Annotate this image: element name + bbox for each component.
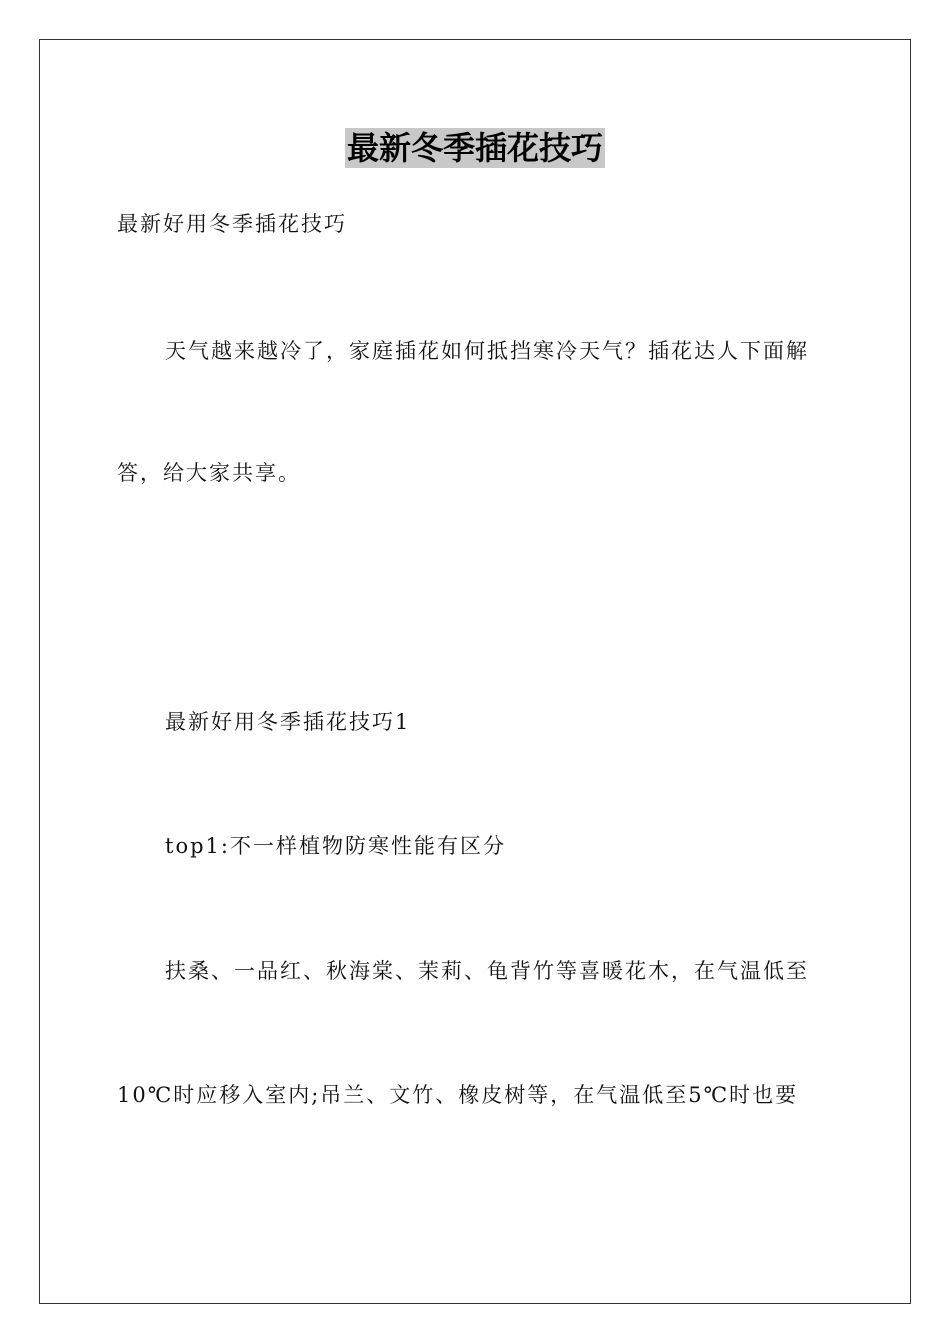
document-subtitle: 最新好用冬季插花技巧 bbox=[117, 212, 347, 236]
title-container bbox=[0, 128, 950, 168]
intro-paragraph-line-2: 答，给大家共享。 bbox=[117, 461, 301, 485]
document-title: 最新冬季插花技巧 bbox=[346, 129, 603, 167]
section-heading: 最新好用冬季插花技巧1 bbox=[165, 710, 411, 734]
body-paragraph-line-2: 10℃时应移入室内;吊兰、文竹、橡皮树等，在气温低至5℃时也要 bbox=[117, 1083, 799, 1107]
body-paragraph-line-1: 扶桑、一品红、秋海棠、茉莉、龟背竹等喜暖花木，在气温低至 bbox=[165, 959, 809, 983]
top1-heading: top1:不一样植物防寒性能有区分 bbox=[165, 834, 506, 858]
intro-paragraph-line-1: 天气越来越冷了，家庭插花如何抵挡寒冷天气？插花达人下面解 bbox=[165, 339, 809, 363]
